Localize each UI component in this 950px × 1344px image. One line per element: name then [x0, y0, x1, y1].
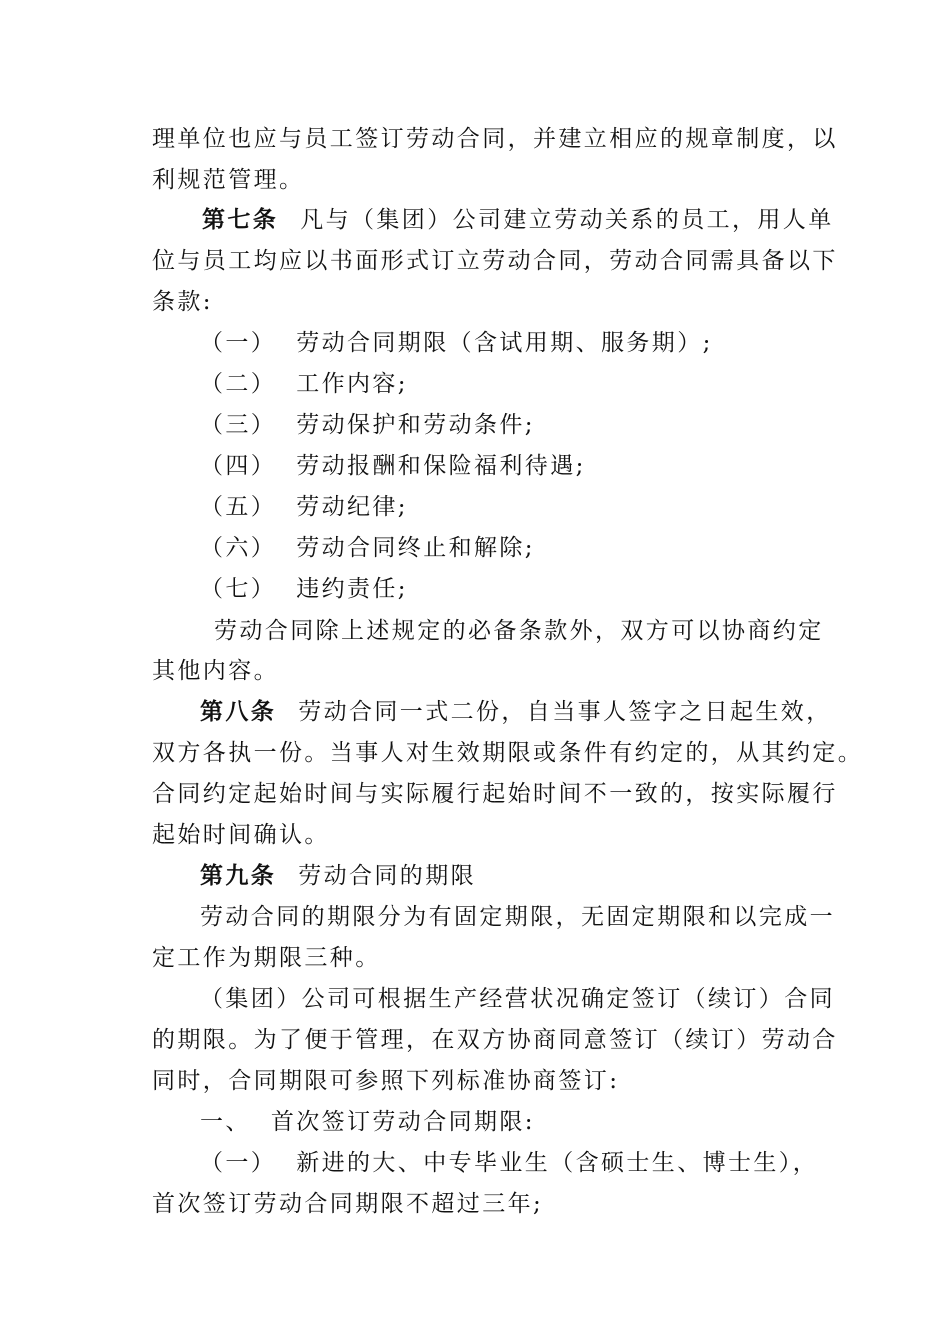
article-9-text: 劳动合同的期限: [298, 863, 477, 889]
paragraph-line: 双方各执一份。当事人对生效期限或条件有约定的，从其约定。: [152, 740, 864, 766]
paragraph-line: 利规范管理。: [152, 167, 305, 193]
clause-text: 劳动合同期限（含试用期、服务期）;: [296, 330, 713, 356]
article-7-line: [202, 205, 834, 235]
clause-text: 劳动保护和劳动条件;: [296, 412, 535, 438]
clause-number: （五）: [200, 494, 277, 520]
paragraph-line: 理单位也应与员工签订劳动合同，并建立相应的规章制度，以: [152, 126, 838, 152]
paragraph-line: 合同约定起始时间与实际履行起始时间不一致的，按实际履行: [152, 781, 838, 807]
article-8-text: 劳动合同一式二份，自当事人签字之日起生效，: [298, 699, 832, 725]
clause-item: [200, 410, 535, 440]
article-7-text: 凡与（集团）公司建立劳动关系的员工，用人单: [300, 207, 834, 233]
clause-number: （三）: [200, 412, 277, 438]
paragraph-line: 其他内容。: [152, 658, 279, 684]
clause-text: 劳动报酬和保险福利待遇;: [296, 453, 586, 479]
clause-text: 工作内容;: [296, 371, 408, 397]
paragraph-line: 起始时间确认。: [152, 822, 330, 848]
clause-number: （二）: [200, 371, 277, 397]
clause-item: [200, 533, 535, 563]
clause-text: 劳动合同终止和解除;: [296, 535, 535, 561]
clause-number: （六）: [200, 535, 277, 561]
article-9-heading: 第九条: [200, 862, 277, 889]
paragraph-line: （集团）公司可根据生产经营状况确定签订（续订）合同: [200, 986, 835, 1012]
clause-number: （四）: [200, 453, 277, 479]
article-7-heading: 第七条: [202, 206, 279, 233]
paragraph-line: 劳动合同的期限分为有固定期限，无固定期限和以完成一: [200, 904, 835, 930]
clause-text: 劳动纪律;: [296, 494, 408, 520]
sub-clause-number: （一）: [200, 1150, 277, 1176]
paragraph-line: 的期限。为了便于管理，在双方协商同意签订（续订）劳动合: [152, 1027, 838, 1053]
clause-text: 违约责任;: [296, 576, 408, 602]
sub-clause-item: [200, 1148, 818, 1178]
section-number: 一、: [200, 1109, 251, 1135]
paragraph-line: 劳动合同除上述规定的必备条款外，双方可以协商约定: [214, 618, 824, 644]
paragraph-line: 定工作为期限三种。: [152, 945, 381, 971]
article-9-line: [200, 861, 476, 891]
paragraph-line: 同时，合同期限可参照下列标准协商签订:: [152, 1068, 620, 1094]
section-text: 首次签订劳动合同期限:: [270, 1109, 535, 1135]
article-8-heading: 第八条: [200, 698, 277, 725]
clause-item: [200, 328, 713, 358]
clause-number: （七）: [200, 576, 277, 602]
sub-clause-text: 新进的大、中专毕业生（含硕士生、博士生），: [296, 1150, 819, 1176]
article-8-line: [200, 697, 832, 727]
clause-item: [200, 451, 586, 481]
paragraph-line: 位与员工均应以书面形式订立劳动合同，劳动合同需具备以下: [152, 248, 838, 274]
clause-item: [200, 369, 408, 399]
clause-item: [200, 574, 408, 604]
clause-item: [200, 492, 408, 522]
paragraph-line: 条款:: [152, 289, 213, 315]
clause-number: （一）: [200, 330, 277, 356]
paragraph-line: 首次签订劳动合同期限不超过三年;: [152, 1191, 544, 1217]
section-heading: [200, 1107, 535, 1137]
